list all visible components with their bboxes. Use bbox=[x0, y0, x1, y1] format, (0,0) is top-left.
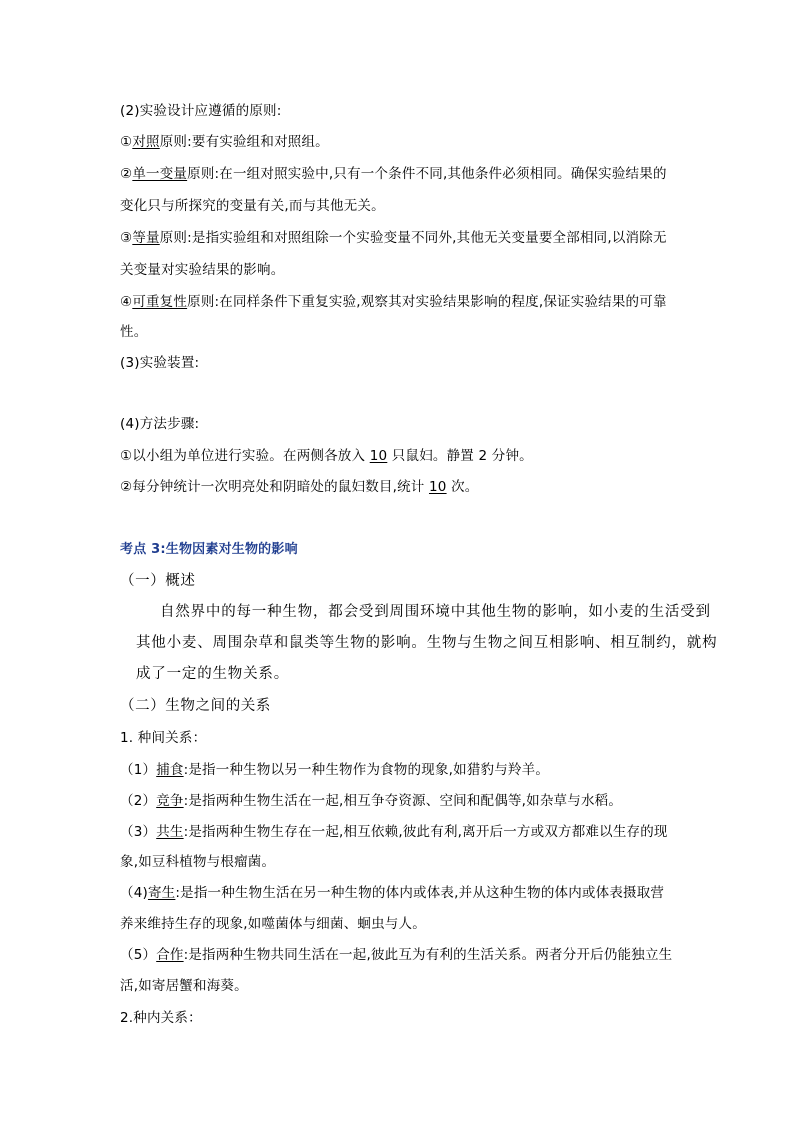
principle-4-text: 原则:在同样条件下重复实验,观察其对实验结果影响的程度,保证实验结果的可靠 bbox=[187, 294, 667, 310]
step-1-count: 10 bbox=[369, 448, 388, 464]
relation-4-text: :是指一种生物生活在另一种生物的体内或体表,并从这种生物的体内或体表摄取营 bbox=[175, 885, 665, 901]
relation-1-text: :是指一种生物以另一种生物作为食物的现象,如猎豹与羚羊。 bbox=[183, 762, 550, 778]
relation-1-term: 捕食 bbox=[156, 762, 184, 778]
step-1-text-b: 只鼠妇。静置 2 分钟。 bbox=[387, 448, 533, 464]
relation-5-num: （5） bbox=[120, 947, 157, 963]
section4-heading: (4)方法步骤: bbox=[120, 416, 200, 432]
principle-2-line2: 变化只与所探究的变量有关,而与其他无关。 bbox=[120, 198, 385, 214]
principle-2-num: ② bbox=[120, 166, 133, 182]
relation-symbiosis-line2: 象,如豆科植物与根瘤菌。 bbox=[120, 854, 276, 870]
relation-competition bbox=[120, 791, 622, 811]
step-1 bbox=[120, 446, 533, 466]
overview-heading: （一）概述 bbox=[120, 573, 196, 589]
kaodian3-title: 考点 3:生物因素对生物的影响 bbox=[120, 542, 298, 557]
principle-1-term: 对照 bbox=[132, 134, 160, 150]
intraspecific-heading: 2.种内关系： bbox=[120, 1010, 202, 1026]
principle-1 bbox=[120, 132, 329, 152]
overview-line3: 成了一定的生物关系。 bbox=[136, 666, 289, 682]
relation-4-term: 寄生 bbox=[147, 885, 176, 901]
overview-line1: 自然界中的每一种生物，都会受到周围环境中其他生物的影响，如小麦的生活受到 bbox=[160, 604, 711, 620]
relation-2-text: :是指两种生物生活在一起,相互争夺资源、空间和配偶等,如杂草与水稻。 bbox=[183, 793, 623, 809]
principle-3-line2: 关变量对实验结果的影响。 bbox=[120, 262, 285, 278]
principle-4-line1 bbox=[120, 292, 667, 312]
step-2-text-a: ②每分钟统计一次明亮处和阴暗处的鼠妇数目,统计 bbox=[120, 479, 429, 495]
interspecific-heading: 1. 种间关系： bbox=[120, 730, 207, 746]
relation-predation bbox=[120, 760, 549, 780]
principle-3-num: ③ bbox=[120, 230, 133, 246]
section2-heading: (2)实验设计应遵循的原则: bbox=[120, 103, 282, 119]
principle-3-line1 bbox=[120, 228, 667, 248]
principle-2-text: 原则:在一组对照实验中,只有一个条件不同,其他条件必须相同。确保实验结果的 bbox=[187, 166, 667, 182]
principle-4-term: 可重复性 bbox=[132, 294, 188, 310]
relation-2-num: （2） bbox=[120, 793, 157, 809]
principle-4-line2: 性。 bbox=[120, 324, 148, 340]
step-2 bbox=[120, 477, 478, 497]
relation-5-term: 合作 bbox=[156, 947, 184, 963]
relation-1-num: （1） bbox=[120, 762, 157, 778]
relation-parasitism-line2: 养来维持生存的现象,如噬菌体与细菌、蛔虫与人。 bbox=[120, 916, 426, 932]
principle-3-term: 等量 bbox=[132, 230, 160, 246]
relation-4-num: （4) bbox=[120, 885, 148, 901]
relation-2-term: 竞争 bbox=[156, 793, 184, 809]
overview-line2: 其他小麦、周围杂草和鼠类等生物的影响。生物与生物之间互相影响、相互制约，就构 bbox=[136, 635, 718, 651]
relation-3-term: 共生 bbox=[156, 824, 184, 840]
principle-2-term: 单一变量 bbox=[132, 166, 188, 182]
principle-1-text: 原则:要有实验组和对照组。 bbox=[159, 134, 329, 150]
principle-4-num: ④ bbox=[120, 294, 133, 310]
principle-2-line1 bbox=[120, 164, 667, 184]
step-2-count: 10 bbox=[428, 479, 447, 495]
relation-parasitism-line1 bbox=[120, 883, 664, 903]
relation-3-num: （3） bbox=[120, 824, 157, 840]
principle-1-num: ① bbox=[120, 134, 133, 150]
relation-cooperation-line2: 活,如寄居蟹和海葵。 bbox=[120, 978, 248, 994]
relation-symbiosis-line1 bbox=[120, 822, 668, 842]
relation-5-text: :是指两种生物共同生活在一起,彼此互为有利的生活关系。两者分开后仍能独立生 bbox=[183, 947, 673, 963]
section3-heading: (3)实验装置: bbox=[120, 355, 200, 371]
relation-cooperation-line1 bbox=[120, 945, 672, 965]
relations-heading: （二）生物之间的关系 bbox=[120, 698, 271, 714]
relation-3-text: :是指两种生物生存在一起,相互依赖,彼此有利,离开后一方或双方都难以生存的现 bbox=[183, 824, 668, 840]
principle-3-text: 原则:是指实验组和对照组除一个实验变量不同外,其他无关变量要全部相同,以消除无 bbox=[159, 230, 667, 246]
step-1-text-a: ①以小组为单位进行实验。在两侧各放入 bbox=[120, 448, 370, 464]
step-2-text-b: 次。 bbox=[446, 479, 479, 495]
